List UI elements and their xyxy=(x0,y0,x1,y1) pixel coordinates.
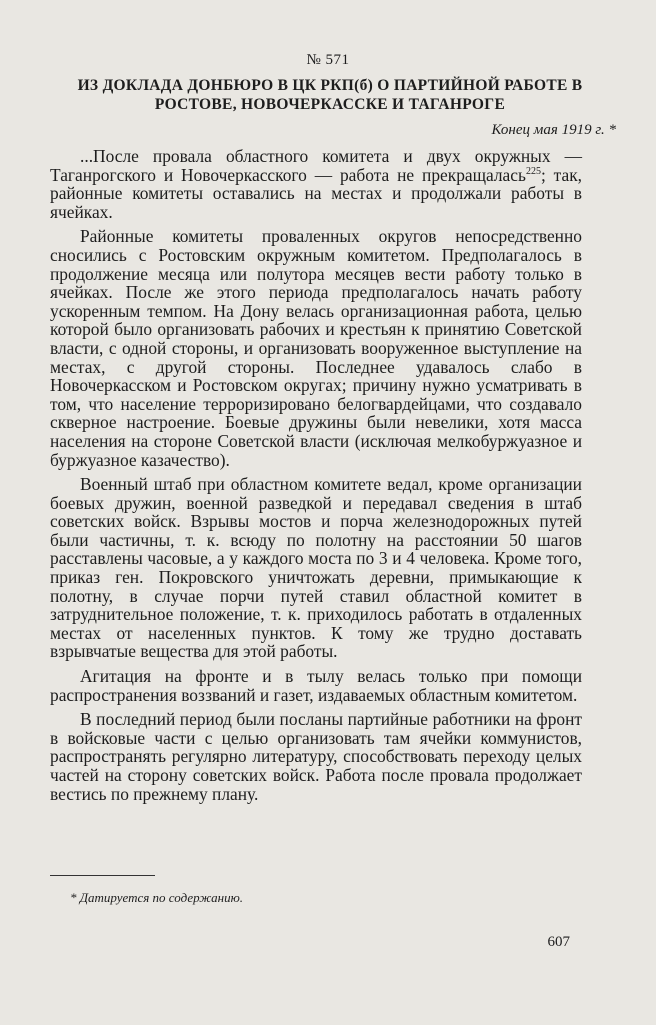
paragraph-3: Военный штаб при областном комитете ведал, кроме организации боевых дружин, военной разведкой и передавал сведения в штаб советских войск. Взрывы мостов и порча железнодорожных путей были частичны, т. к. всюду по полотну на расстоянии 50 шагов расставлены часовые, а у каждого моста по 3 и 4 человека. Кроме того, приказ ген. Покровского уничтожать деревни, примыкающие к полотну, в случае порчи путей ставил областной комитет в затруднительное положение, т. к. приходилось работать в отдаленных местах от населенных пунктов. К тому же трудно доставать взрывчатые вещества для этой работы. xyxy=(50,474,582,662)
document-date: Конец мая 1919 г. * xyxy=(491,122,616,138)
paragraph-1-text-b: ; так, районные комитеты оставались на местах и продолжали работы в ячейках. xyxy=(50,164,582,222)
document-title: ИЗ ДОКЛАДА ДОНБЮРО В ЦК РКП(б) О ПАРТИЙНОЙ РАБОТЕ В РОСТОВЕ, НОВОЧЕРКАССКЕ И ТАГАНРОГЕ xyxy=(77,77,583,113)
paragraph-1-text-a: ...После провала областного комитета и двух окружных — Таганрогского и Новочеркасского — работа не прекращалась xyxy=(50,146,582,185)
footnote: * Датируется по содержанию. xyxy=(70,890,244,905)
footnote-divider xyxy=(50,875,155,876)
document-number: № 571 xyxy=(306,52,350,68)
paragraph-1 xyxy=(50,147,582,221)
reference-note-225: 225 xyxy=(525,165,541,177)
document-body xyxy=(50,147,582,809)
page-number: 607 xyxy=(547,934,570,950)
paragraph-4: Агитация на фронте и в тылу велась только при помощи распространения воззваний и газет, издаваемых областным комитетом. xyxy=(50,666,582,705)
paragraph-2: Районные комитеты проваленных округов непосредственно сносились с Ростовским окружным комитетом. Предполагалось в продолжение месяца или полутора месяцев вести работу только в ячейках. После же этого периода предполагалось начать работу ускоренным темпом. На Дону велась организационная работа, целью которой было организовать рабочих и крестьян к принятию Советской власти, с одной стороны, и организовать вооруженное выступление на местах, с другой стороны. Последнее удавалось слабо в Новочеркасском и Ростовском округах; причину нужно усматривать в том, что население терроризировано белогвардейцами, что создавало скверное настроение. Боевые дружины были невелики, хотя масса населения на стороне Советской власти (исключая мелкобуржуазное и буржуазное казачество). xyxy=(50,226,582,470)
paragraph-5: В последний период были посланы партийные работники на фронт в войсковые части с целью организовать там ячейки коммунистов, распространять регулярно литературу, способствовать переходу целых частей на сторону советских войск. Работа после провала продолжает вестись по прежнему плану. xyxy=(50,709,582,804)
